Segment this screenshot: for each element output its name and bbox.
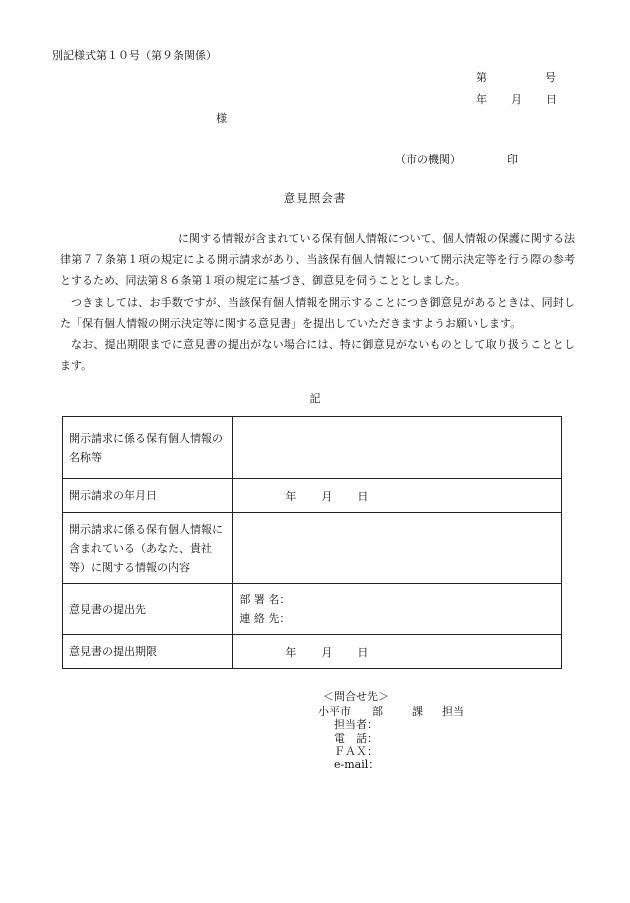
request-date-year: 年 — [285, 489, 297, 503]
sender-seal: 印 — [507, 153, 518, 166]
body-text — [60, 228, 575, 376]
inquiry-city: 小平市 — [318, 705, 351, 718]
form-identifier: 別記様式第１０号（第９条関係） — [52, 49, 217, 62]
inquiry-fax: ＦＡＸ： — [334, 745, 378, 758]
issue-date-month: 月 — [511, 93, 522, 106]
request-date-value — [233, 479, 562, 513]
deadline-day: 日 — [357, 645, 369, 659]
document-number-label: 第 — [476, 71, 487, 84]
table-row — [63, 513, 562, 584]
ki-heading: 記 — [309, 392, 321, 405]
details-table — [62, 416, 562, 669]
inquiry-email: e-mail： — [334, 758, 380, 771]
table-row — [63, 584, 562, 635]
info-content-value — [233, 513, 562, 584]
inquiry-charge: 担当 — [442, 705, 464, 718]
addressee-suffix: 様 — [216, 112, 227, 125]
submission-destination-value — [233, 584, 562, 635]
deadline-year: 年 — [285, 645, 297, 659]
issue-date-day: 日 — [546, 93, 557, 106]
inquiry-header: ＜問合せ先＞ — [323, 690, 389, 703]
document-number-suffix: 号 — [545, 71, 556, 84]
submission-destination-label: 意見書の提出先 — [63, 584, 233, 635]
issue-date-year: 年 — [476, 93, 487, 106]
info-content-label: 開示請求に係る保有個人情報に含まれている（あなた、貴社等）に関する情報の内容 — [63, 513, 233, 584]
table-row — [63, 635, 562, 669]
body-paragraph-3: なお、提出期限までに意見書の提出がない場合には、特に御意見がないものとして取り扱うこととします。 — [60, 338, 575, 373]
department-name-label: 部 署 名： — [239, 593, 291, 606]
document-title: 意見照会書 — [283, 191, 347, 205]
submission-deadline-label: 意見書の提出期限 — [63, 635, 233, 669]
body-paragraph-2: つきましては、お手数ですが、当該保有個人情報を開示することにつき御意見があるときは、同封した「保有個人情報の開示決定等に関する意見書」を提出していただきますようお願いします。 — [60, 295, 575, 330]
submission-deadline-value — [233, 635, 562, 669]
inquiry-dept: 部 — [372, 705, 383, 718]
requested-info-name-label: 開示請求に係る保有個人情報の名称等 — [63, 417, 233, 479]
table-row — [63, 479, 562, 513]
request-date-label: 開示請求の年月日 — [63, 479, 233, 513]
requested-info-name-value — [233, 417, 562, 479]
inquiry-section: 課 — [412, 705, 423, 718]
table-row — [63, 417, 562, 479]
request-date-month: 月 — [321, 489, 333, 503]
contact-label: 連 絡 先： — [239, 612, 291, 625]
body-paragraph-1: に関する情報が含まれている保有個人情報について、個人情報の保護に関する法律第７７条第１項の規定による開示請求があり、当該保有個人情報について開示決定等を行う際の参考とするため、同法第８６条第１項の規定に基づき、御意見を伺うこととしました。 — [60, 232, 575, 288]
request-date-day: 日 — [357, 489, 369, 503]
issue-date — [476, 91, 557, 107]
inquiry-person: 担当者： — [334, 718, 378, 731]
sender-organization: （市の機関） — [395, 153, 461, 166]
inquiry-tel: 電 話： — [334, 732, 378, 745]
deadline-month: 月 — [321, 645, 333, 659]
